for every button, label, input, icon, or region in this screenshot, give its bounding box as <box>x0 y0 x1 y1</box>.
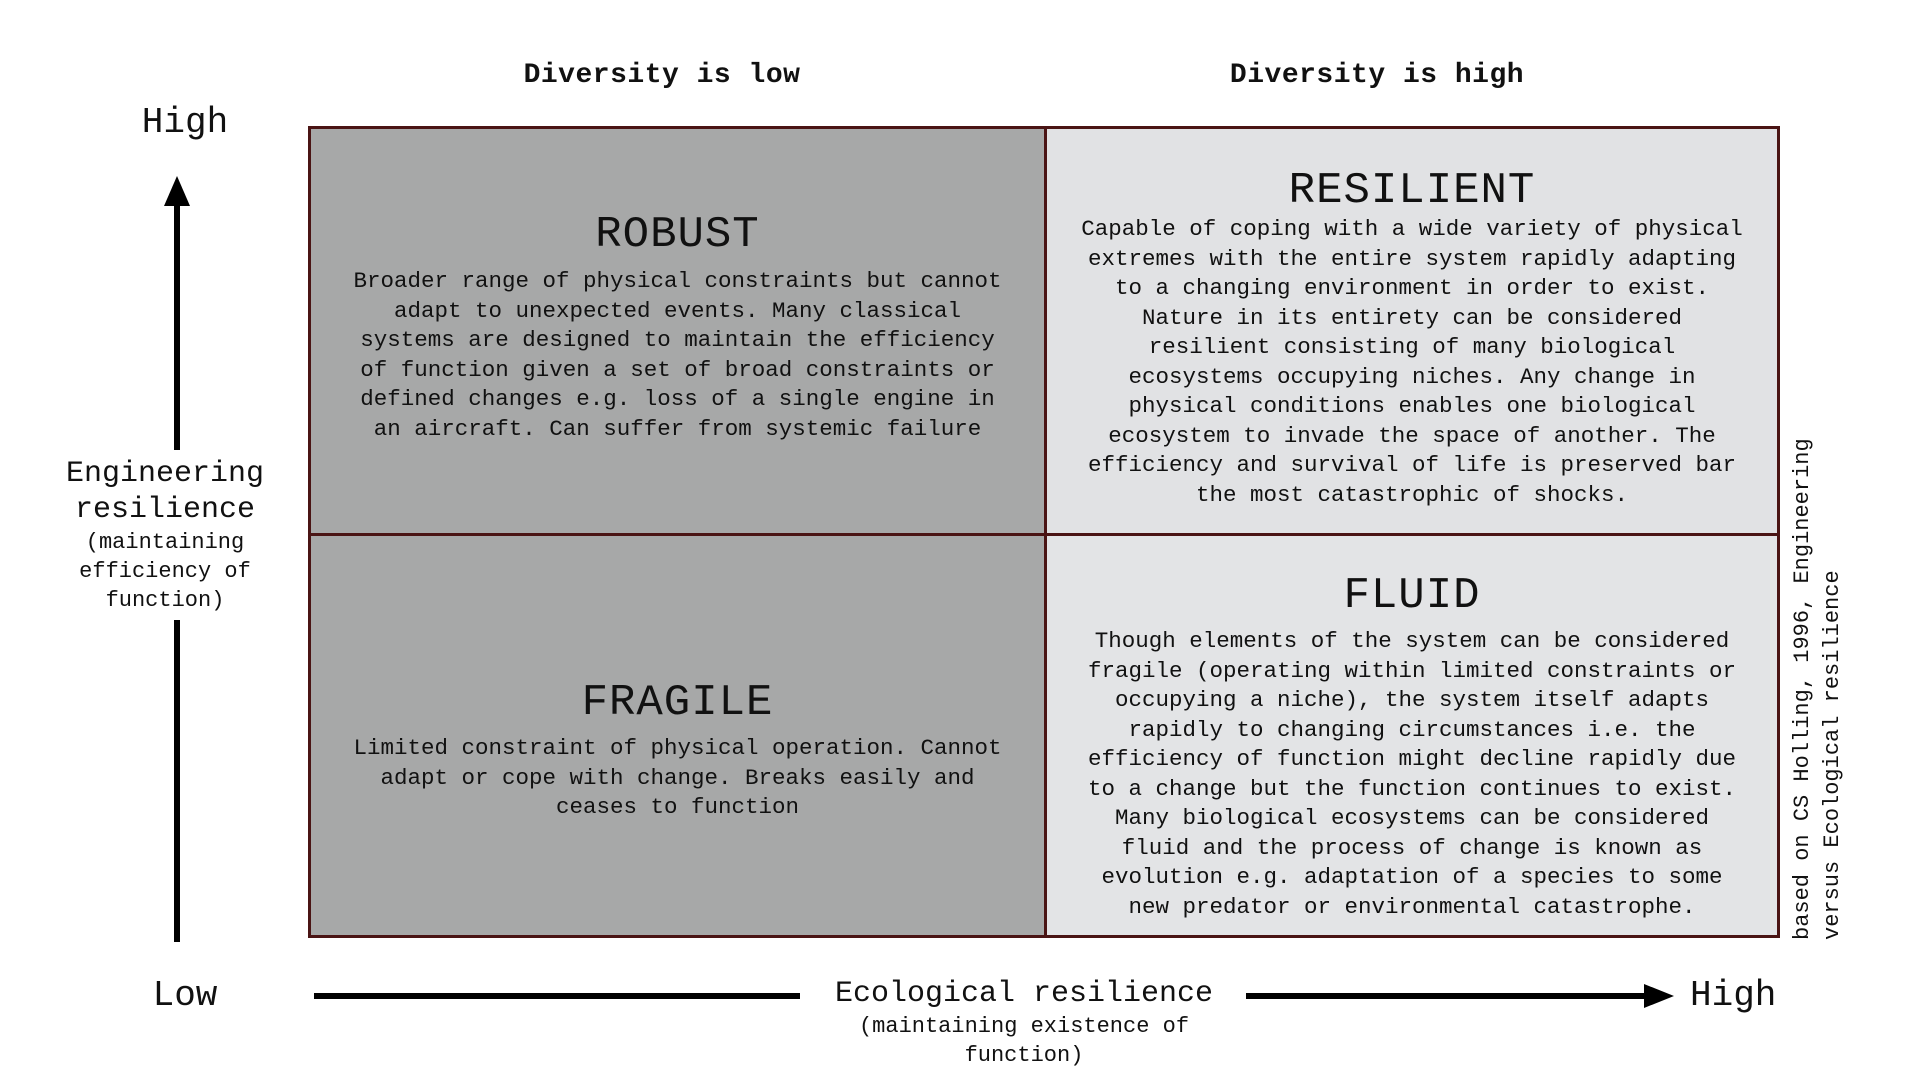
quadrant-resilient <box>1047 129 1777 536</box>
y-axis-line-lower <box>174 620 180 942</box>
y-axis-line-upper <box>174 200 180 450</box>
y-axis-high-label: High <box>141 102 229 143</box>
quadrant-fragile-body: Limited constraint of physical operation. Cannot adapt or cope with change. Breaks easily and ceases to function <box>353 735 1002 820</box>
x-axis-sublabel: (maintaining existence of function) <box>858 1014 1190 1068</box>
quadrant-robust <box>311 129 1047 536</box>
quadrant-fluid-title: FLUID <box>1343 571 1481 621</box>
quadrant-fluid <box>1047 536 1777 935</box>
x-axis-arrowhead-icon <box>1644 982 1676 1010</box>
y-axis-label: Engineering resilience <box>65 457 265 527</box>
quadrant-fragile <box>311 536 1047 935</box>
y-axis-low-label: Low <box>152 975 218 1016</box>
quadrant-resilient-title: RESILIENT <box>1288 166 1536 216</box>
quadrant-grid <box>308 126 1780 938</box>
quadrant-fragile-title: FRAGILE <box>581 678 774 728</box>
column-header-diversity-low: Diversity is low <box>523 60 801 91</box>
y-axis-sublabel: (maintaining efficiency of function) <box>79 530 251 613</box>
source-credit: based on CS Holling, 1996, Engineering versus Ecological resilience <box>1790 438 1845 940</box>
quadrant-resilient-body: Capable of coping with a wide variety of physical extremes with the entire system rapidly adapting to a changing environment in order to exist. Nature in its entirety can be considered resilient consisting of many biological ecosystems occupying niches. Any change in physical conditions enables one biological ecosystem to invade the space of another. The efficiency and survival of life is preserved bar the most catastrophic of shocks. <box>1081 216 1743 508</box>
quadrant-fluid-body: Though elements of the system can be considered fragile (operating within limited constraints or occupying a niche), the system itself adapts rapidly to changing circumstances i.e. the efficiency of function might decline rapidly due to a change but the function continues to exist. Many biological ecosystems can be considered fluid and the process of change is known as evolution e.g. adaptation of a species to some new predator or environmental catastrophe. <box>1087 628 1737 920</box>
quadrant-robust-title: ROBUST <box>595 210 760 260</box>
x-axis-line-left <box>314 993 800 999</box>
column-header-diversity-high: Diversity is high <box>1229 60 1525 91</box>
x-axis-high-label: High <box>1690 975 1777 1016</box>
x-axis-line-right <box>1246 993 1646 999</box>
quadrant-robust-body: Broader range of physical constraints but cannot adapt to unexpected events. Many classical systems are designed to maintain the efficiency of function given a set of broad constraints or defined changes e.g. loss of a single engine in an aircraft. Can suffer from systemic failure <box>353 268 1002 442</box>
x-axis-label: Ecological resilience <box>834 977 1214 1011</box>
